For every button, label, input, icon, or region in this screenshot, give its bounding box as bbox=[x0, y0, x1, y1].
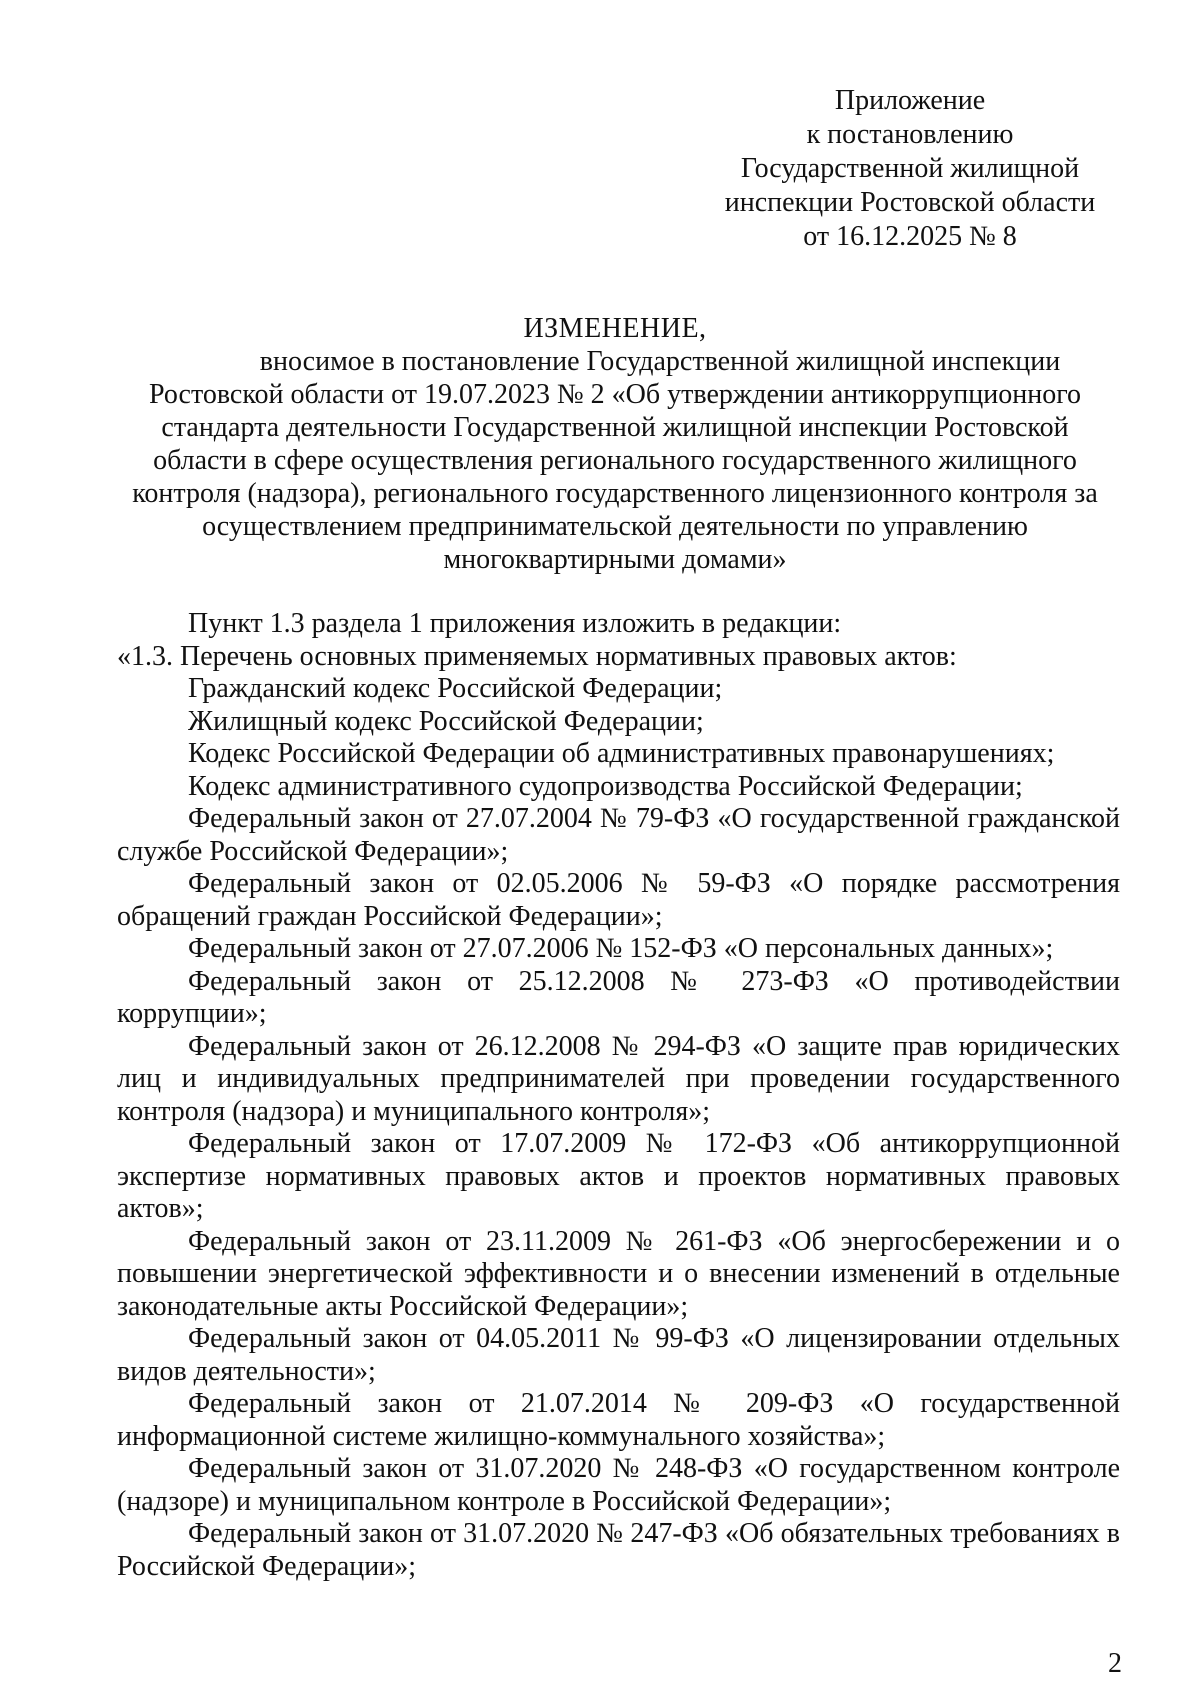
appendix-line: от 16.12.2025 № 8 bbox=[803, 221, 1017, 252]
legal-act-item: Федеральный закон от 31.07.2020 № 247-ФЗ «Об обязательных требованиях в Российской Федерации»; bbox=[117, 1518, 1120, 1582]
intro-paragraph: Пункт 1.3 раздела 1 приложения изложить в редакции: bbox=[188, 608, 842, 639]
legal-act-item: Федеральный закон от 27.07.2004 № 79-ФЗ «О государственной гражданской службе Российской Федерации»; bbox=[117, 803, 1120, 867]
legal-act-item: Федеральный закон от 26.12.2008 № 294-ФЗ «О защите прав юридических лиц и индивидуальных предпринимателей при проведении государственного контроля (надзора) и муниципального контроля»; bbox=[117, 1030, 1120, 1127]
legal-act-item: Федеральный закон от 02.05.2006 № 59-ФЗ «О порядке рассмотрения обращений граждан Российской Федерации»; bbox=[117, 868, 1120, 932]
legal-act-item: Кодекс административного судопроизводства Российской Федерации; bbox=[188, 770, 1023, 802]
page-number: 2 bbox=[1108, 1648, 1122, 1679]
appendix-line: инспекции Ростовской области bbox=[724, 187, 1096, 218]
legal-act-item: Федеральный закон от 17.07.2009 № 172-ФЗ «Об антикоррупционной экспертизе нормативных правовых актов и проектов нормативных правовых актов»; bbox=[117, 1128, 1120, 1224]
legal-act-item: Федеральный закон от 23.11.2009 № 261-ФЗ «Об энергосбережении и о повышении энергетической эффективности и о внесении изменений в отдельные законодательные акты Российской Федерации»; bbox=[117, 1225, 1120, 1322]
legal-act-item: Гражданский кодекс Российской Федерации; bbox=[188, 673, 723, 704]
list-heading: «1.3. Перечень основных применяемых нормативных правовых актов: bbox=[117, 640, 957, 672]
subtitle-line: многоквартирными домами» bbox=[443, 544, 787, 575]
legal-act-item: Федеральный закон от 31.07.2020 № 248-ФЗ «О государственном контроле (надзоре) и муниципальном контроле в Российской Федерации»; bbox=[117, 1453, 1120, 1517]
appendix-line: Приложение bbox=[834, 85, 986, 116]
appendix-header bbox=[700, 84, 1120, 254]
legal-act-item: Федеральный закон от 04.05.2011 № 99-ФЗ «О лицензировании отдельных видов деятельности»; bbox=[117, 1323, 1120, 1387]
legal-act-item: Кодекс Российской Федерации об административных правонарушениях; bbox=[188, 738, 1055, 769]
legal-act-item: Федеральный закон от 21.07.2014 № 209-ФЗ «О государственной информационной системе жилищно-коммунального хозяйства»; bbox=[117, 1388, 1120, 1452]
title-block bbox=[110, 312, 1120, 576]
appendix-line: Государственной жилищной bbox=[740, 153, 1080, 184]
appendix-line: к постановлению bbox=[806, 119, 1014, 150]
subtitle-line: области в сфере осуществления регионального государственного жилищного bbox=[153, 445, 1077, 476]
document-body bbox=[117, 608, 1120, 1583]
legal-act-item: Жилищный кодекс Российской Федерации; bbox=[188, 705, 704, 737]
legal-act-item: Федеральный закон от 27.07.2006 № 152-ФЗ «О персональных данных»; bbox=[188, 933, 1054, 964]
document-heading: ИЗМЕНЕНИЕ, bbox=[523, 313, 707, 344]
subtitle-line: стандарта деятельности Государственной жилищной инспекции Ростовской bbox=[161, 412, 1069, 443]
subtitle-line: осуществлением предпринимательской деятельности по управлению bbox=[202, 511, 1028, 542]
subtitle-line: контроля (надзора), регионального государственного лицензионного контроля за bbox=[132, 478, 1098, 509]
subtitle-line: Ростовской области от 19.07.2023 № 2 «Об утверждении антикоррупционного bbox=[148, 379, 1081, 410]
legal-act-item: Федеральный закон от 25.12.2008 № 273-ФЗ «О противодействии коррупции»; bbox=[117, 965, 1120, 1029]
subtitle-line: вносимое в постановление Государственной жилищной инспекции bbox=[259, 346, 1061, 377]
